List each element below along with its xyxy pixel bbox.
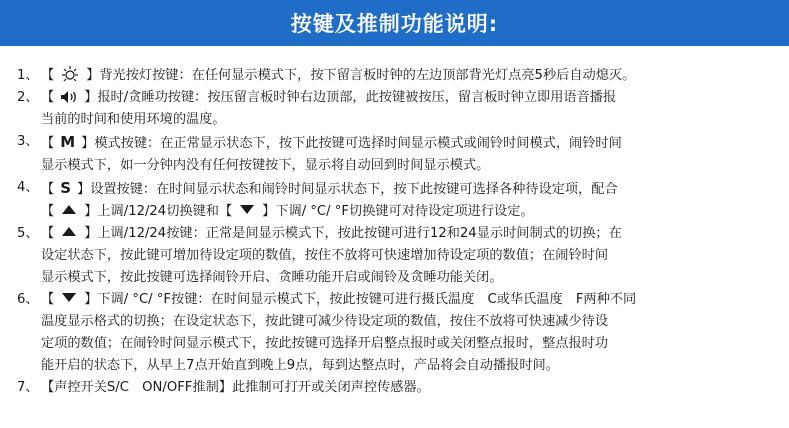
key-up-ref: 【 】 xyxy=(41,204,98,219)
down-triangle-icon xyxy=(62,293,76,302)
item-text: 【 】下调/ °C/ °F按键：在时间显示模式下，按此按键可进行摄氏温度 C或华氏温度 F两种不同 温度显示格式的切换；在设定状态下，按此键可减少待设定项的数值，按住不放将可快速减少待设 定项的数值；在闹铃时间显示模式下，按此按键可选择开启整点报时或关闭整点报时，整点报时功 能开启的状态下，从早上7点开始直到晚上9点，每到达整点时，产品将会自动播报时间。 xyxy=(41,292,637,373)
item-number: 7、 xyxy=(17,380,39,395)
list-item xyxy=(17,289,777,377)
item-text: 【 S 】设置按键：在时间显示状态和闹铃时间显示状态下，按下此按键可选择各种待设定项，配合 【 】上调/12/24切换键和【 】下调/ °C/ °F切换键可对待设定项进行设定。 xyxy=(41,179,618,219)
list-item xyxy=(17,87,777,131)
item-text: 【声控开关S/C ON/OFF推制】此推制可打开或关闭声控传感器。 xyxy=(41,380,430,395)
key-backlight: 【 】 xyxy=(41,68,99,83)
item-number: 6、 xyxy=(17,292,39,307)
list-item xyxy=(17,177,777,223)
key-up: 【 】 xyxy=(41,226,98,241)
item-text: 【 M 】模式按键：在正常显示状态下，按下此按键可选择时间显示模式或闹铃时间模式，闹铃时间 显示模式下，如一分钟内没有任何按键按下，显示将自动回到时间显示模式。 xyxy=(41,133,622,173)
speaker-icon xyxy=(59,89,79,105)
up-triangle-icon xyxy=(62,205,76,214)
instruction-list xyxy=(17,65,777,399)
item-number: 4、 xyxy=(17,180,39,195)
item-text: 【 】上调/12/24按键：正常是间显示模式下，按此按键可进行12和24显示时间制式的切换；在 设定状态下，按此键可增加待设定项的数值，按住不放将可快速增加待设定项的数值；在闹铃时间 显示模式下，按此按键可选择闹铃开启、贪睡功能开启或闹铃及贪睡功能关闭。 xyxy=(41,226,622,285)
header-banner xyxy=(0,0,789,46)
list-item xyxy=(17,65,777,87)
item-number: 5、 xyxy=(17,226,39,241)
item-text: 【 】背光按灯按键：在任何显示模式下，按下留言板时钟的左边顶部背光灯点亮5秒后自动熄灭。 xyxy=(41,65,777,87)
backlight-sun-icon xyxy=(59,65,81,83)
list-item xyxy=(17,223,777,289)
key-down-ref: 【 】 xyxy=(218,204,276,219)
key-down: 【 】 xyxy=(41,292,98,307)
key-set: 【 S 】 xyxy=(41,179,91,197)
page-title: 按键及推制功能说明: xyxy=(290,12,499,36)
item-number: 1、 xyxy=(17,68,39,83)
item-number: 3、 xyxy=(17,134,39,149)
key-speaker: 【 】 xyxy=(41,90,98,105)
up-triangle-icon xyxy=(62,227,76,236)
list-item xyxy=(17,377,777,399)
down-triangle-icon xyxy=(240,205,254,214)
mode-key-letter: M xyxy=(60,133,76,151)
list-item xyxy=(17,131,777,177)
item-number: 2、 xyxy=(17,90,39,105)
set-key-letter: S xyxy=(60,179,71,197)
item-text: 【 】报时/贪睡功按键：按压留言板时钟右边顶部，此按键被按压，留言板时钟立即用语音播报 当前的时间和使用环境的温度。 xyxy=(41,90,617,127)
key-mode: 【 M 】 xyxy=(41,133,95,151)
